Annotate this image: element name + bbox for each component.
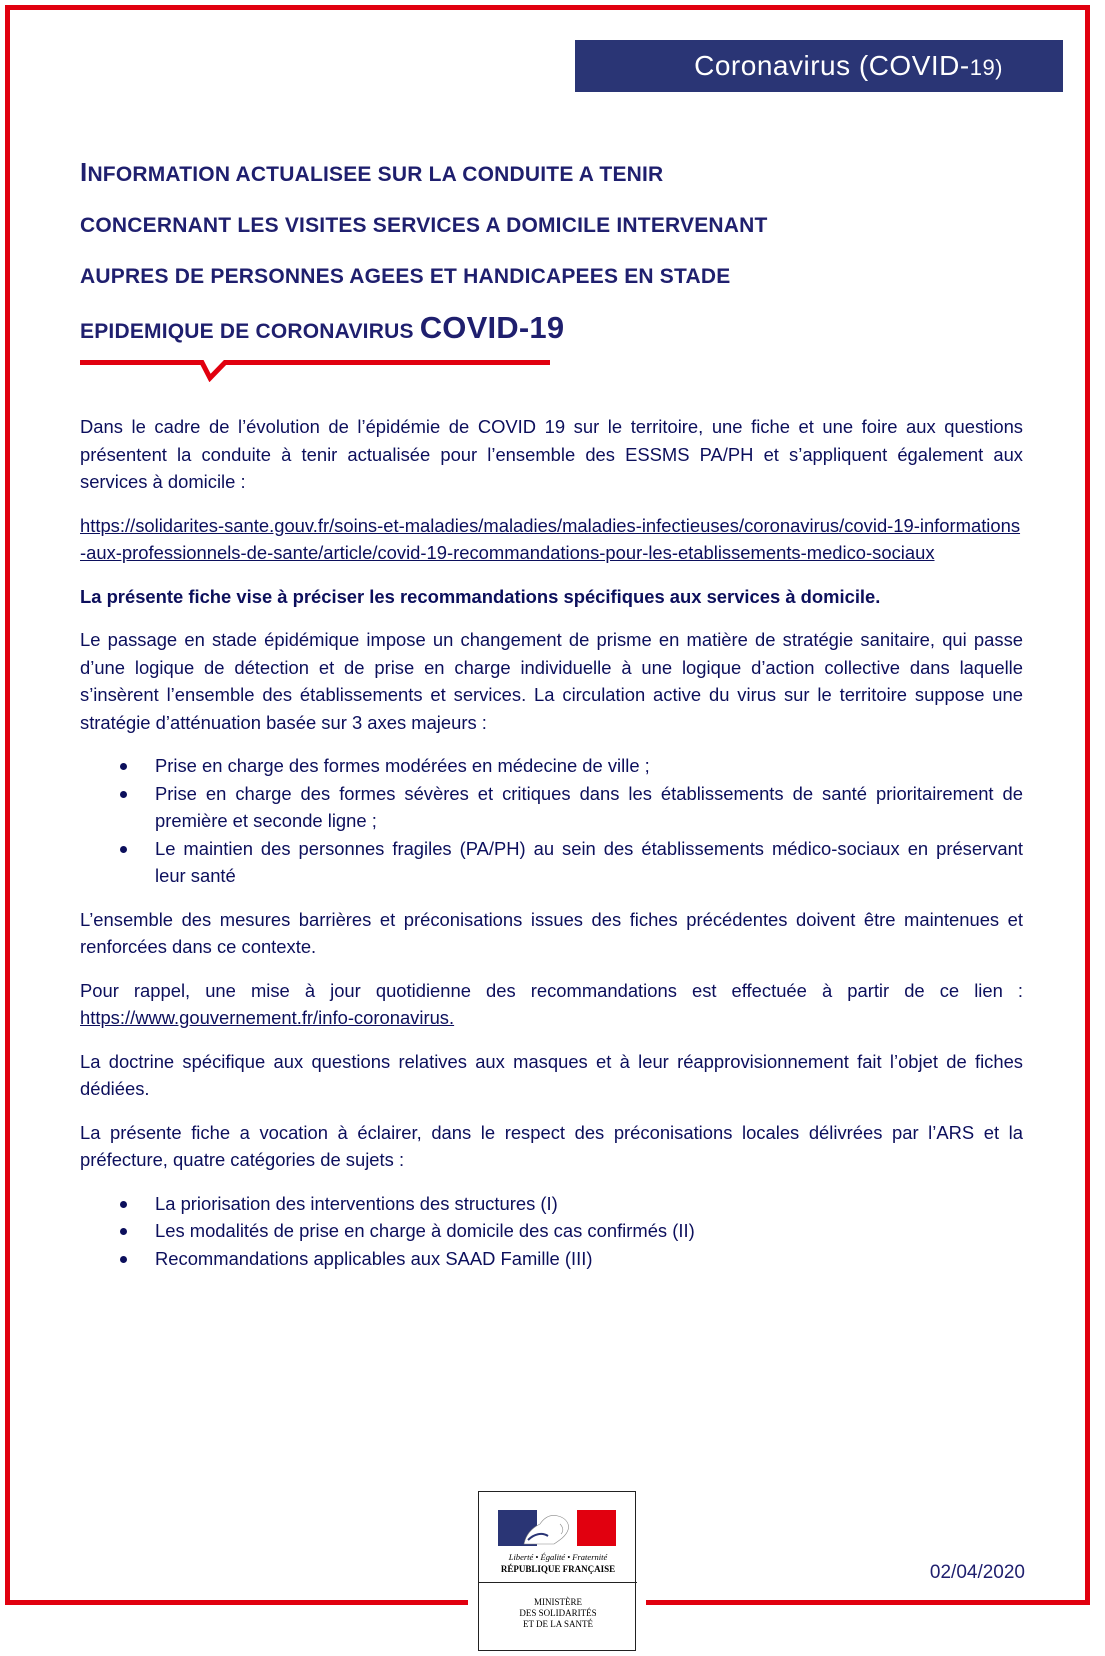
bullet-icon <box>120 1228 127 1235</box>
ministry-logo <box>478 1491 636 1651</box>
title-initial: I <box>80 157 88 187</box>
title-line-3: AUPRES DE PERSONNES AGEES ET HANDICAPEES EN STADE <box>80 265 731 288</box>
title-covid: COVID-19 <box>419 310 565 345</box>
reminder-paragraph <box>80 977 1023 1032</box>
list-item <box>80 1217 1023 1245</box>
title-line-4 <box>80 302 1040 357</box>
list-item <box>80 1190 1023 1218</box>
ministry-line-3: ET DE LA SANTÉ <box>522 1619 594 1629</box>
title-line-4-text: EPIDEMIQUE DE CORONAVIRUS <box>80 320 420 343</box>
covid-banner-label: Coronavirus (COVID- <box>694 50 970 81</box>
strategy-paragraph: Le passage en stade épidémique impose un changement de prisme en matière de stratégie sanitaire, qui passe d’une logique de détection et de prise en charge individuelle à une logique d’action collective dans laquelle s’insèrent l’ensemble des établissements et services. La circulation active du virus sur le territoire suppose une stratégie d’atténuation basée sur 3 axes majeurs : <box>80 629 1023 733</box>
title-line-1-rest: NFORMATION ACTUALISEE SUR LA CONDUITE A TENIR <box>87 163 664 186</box>
bullet-icon <box>120 1201 127 1208</box>
covid-banner <box>575 40 1063 92</box>
ministry-line-1: MINISTÈRE <box>534 1597 582 1607</box>
purpose-paragraph: La présente fiche vise à préciser les recommandations spécifiques aux services à domicile. <box>80 585 881 607</box>
topic-categories-list <box>80 1190 1023 1273</box>
scope-paragraph: La présente fiche a vocation à éclairer, dans le respect des préconisations locales délivrées par l’ARS et la préfecture, quatre catégories de sujets : <box>80 1121 1023 1170</box>
list-item <box>80 780 1023 835</box>
list-item-text: La priorisation des interventions des structures (I) <box>155 1192 558 1214</box>
covid-banner-label-small: 19) <box>969 55 1003 80</box>
list-item-text: Les modalités de prise en charge à domicile des cas confirmés (II) <box>155 1220 695 1241</box>
page-frame-right <box>1085 5 1090 1605</box>
ministry-name <box>479 1597 637 1630</box>
masks-doctrine-paragraph: La doctrine spécifique aux questions relatives aux masques et à leur réapprovisionnement fait l’objet de fiches dédiées. <box>80 1050 1023 1099</box>
list-item <box>80 835 1023 890</box>
republic-name: RÉPUBLIQUE FRANÇAISE <box>500 1564 616 1574</box>
list-item-text: Recommandations applicables aux SAAD Famille (III) <box>155 1247 593 1269</box>
list-item <box>80 1245 1023 1273</box>
list-item-text: Le maintien des personnes fragiles (PA/PH) au sein des établissements médico-sociaux en préservant leur santé <box>155 837 1023 886</box>
page-frame-bottom-right <box>646 1600 1090 1605</box>
logo-divider <box>479 1582 637 1583</box>
list-item-text: Prise en charge des formes sévères et critiques dans les établissements de santé prioritairement de première et seconde ligne ; <box>155 782 1023 831</box>
title-line-1 <box>80 147 1040 200</box>
list-item <box>80 752 1023 780</box>
intro-paragraph: Dans le cadre de l’évolution de l’épidémie de COVID 19 sur le territoire, une fiche et une foire aux questions présentent la conduite à tenir actualisée pour l’ensemble des ESSMS PA/PH et s’appliquent également aux services à domicile : <box>80 416 1023 492</box>
page-frame-top <box>5 5 1090 10</box>
title-underline-decoration <box>80 360 550 382</box>
document-body <box>80 413 1023 1288</box>
republic-motto: Liberté • Égalité • Fraternité <box>508 1552 608 1562</box>
document-date: 02/04/2020 <box>929 1562 1025 1583</box>
page-title <box>80 147 1040 357</box>
list-item-text: Prise en charge des formes modérées en médecine de ville ; <box>155 755 650 776</box>
bullet-icon <box>120 846 127 853</box>
marianne-icon <box>498 1510 616 1546</box>
bullet-icon <box>120 763 127 770</box>
bullet-icon <box>120 1256 127 1263</box>
reminder-text: Pour rappel, une mise à jour quotidienne des recommandations est effectuée à partir de ce lien : <box>80 979 1023 1001</box>
essms-recommendations-link[interactable]: https://solidarites-sante.gouv.fr/soins-et-maladies/maladies/maladies-infectieuses/coronavirus/covid-19-informations-aux-professionnels-de-sante/article/covid-19-recommandations-pour-les-etablissements-medico-sociaux <box>80 514 1021 563</box>
ministry-line-2: DES SOLIDARITÉS <box>519 1608 597 1618</box>
bullet-icon <box>120 791 127 798</box>
strategy-axes-list <box>80 752 1023 890</box>
title-line-2: CONCERNANT LES VISITES SERVICES A DOMICILE INTERVENANT <box>80 214 768 237</box>
page-frame-bottom-left <box>5 1600 468 1605</box>
page-frame-left <box>5 5 10 1605</box>
barrier-measures-paragraph: L’ensemble des mesures barrières et préconisations issues des fiches précédentes doivent être maintenues et renforcées dans ce contexte. <box>80 908 1023 957</box>
gouvernement-info-link[interactable]: https://www.gouvernement.fr/info-coronavirus. <box>80 1007 455 1028</box>
